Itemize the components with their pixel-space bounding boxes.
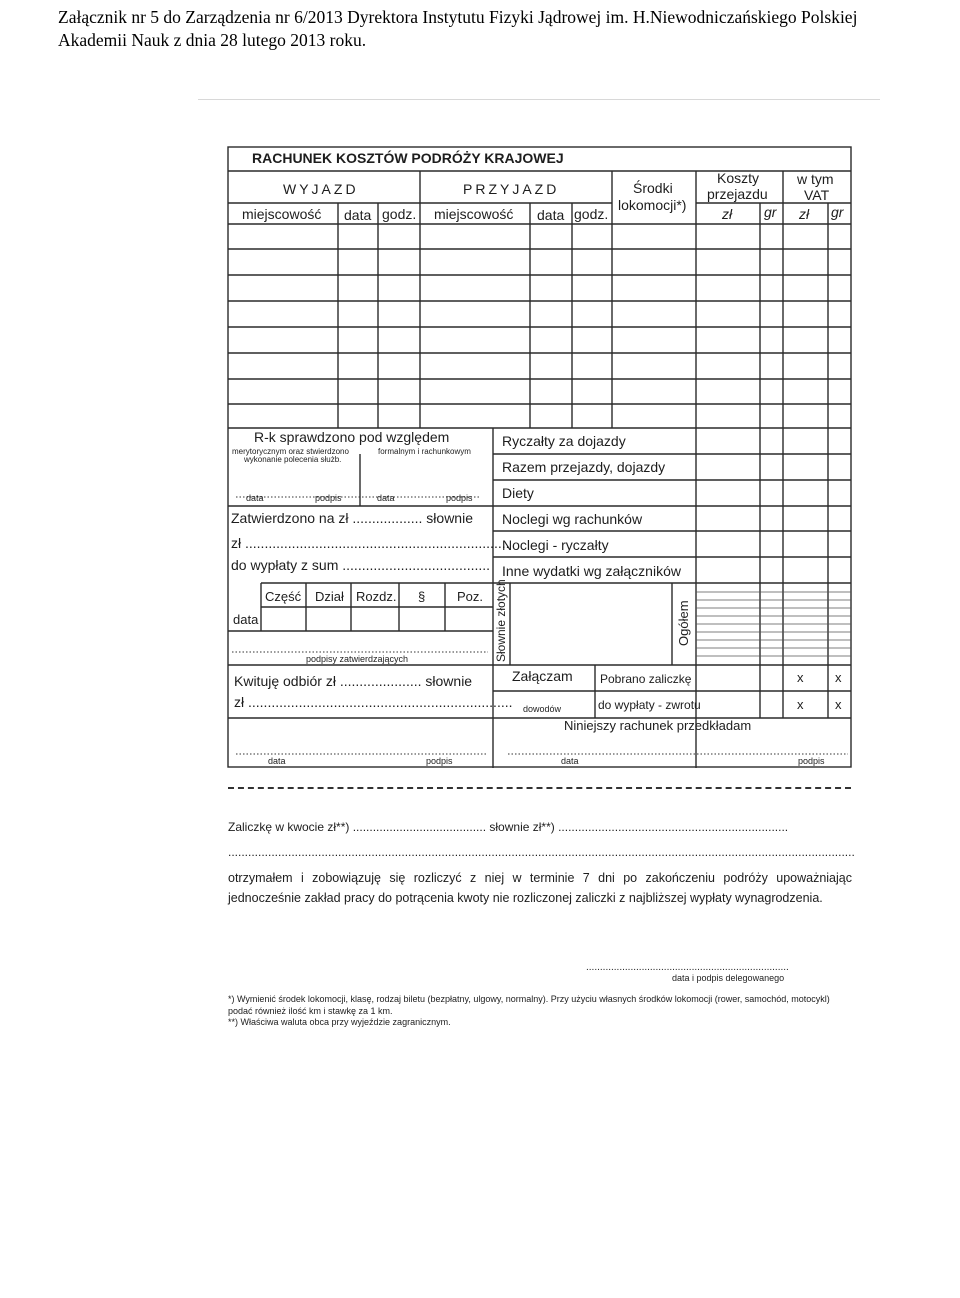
zatwierdzono-line: Zatwierdzono na zł .................. słownie [231,510,473,526]
przyjazd-miejscowosc-label: miejscowość [434,206,514,222]
slownie-zlotych-label: Słownie złotych [494,579,508,662]
footnote-2: **) Właściwa waluta obca przy wyjeździe zagranicznym. [228,1017,451,1027]
koszty-zl-label: zł [722,206,733,222]
wyjazd-data-label: data [344,207,372,223]
signature-dots: ......................................................................... [586,962,789,973]
rk-podpis-2: podpis [446,493,473,503]
do-wyplaty-zwrotu-label: do wypłaty - zwrotu [598,698,701,712]
dowodow-label: dowodów [523,704,562,714]
paragraf-label: § [418,589,426,604]
czesc-label: Część [265,589,302,604]
zalaczam-label: Załączam [512,668,573,684]
form-title: RACHUNEK KOSZTÓW PODRÓŻY KRAJOWEJ [252,150,564,166]
rk-podpis-1: podpis [315,493,342,503]
przyjazd-header: PRZYJAZD [463,181,560,197]
sig-data-right: data [561,756,579,766]
sig-podpis-right: podpis [798,756,825,766]
zl-line-2: zł .................................................................... [234,694,513,710]
wyjazd-godz-label: godz. [382,206,417,222]
row-razem: Razem przejazdy, dojazdy [502,459,666,475]
rk-data-2: data [377,493,395,503]
vat-label-2: VAT [804,187,830,203]
row-inne: Inne wydatki wg załączników [502,563,681,579]
zobowiazanie-paragraph: otrzymałem i zobowiązuję się rozliczyć z niej w terminie 7 dni po zakończeniu podróży upoważniając jednocześnie zakład pracy do potrącenia kwoty nie rozliczonej zaliczki z najbliższej wypłaty wynagrodzenia. [228,871,852,905]
signature-label: data i podpis delegowanego [672,973,785,983]
vat-zl-label: zł [799,206,810,222]
kwituje-line: Kwituję odbiór zł ..................... słownie [234,673,473,689]
podpisy-zatwierdzajacych: podpisy zatwierdzających [306,654,409,664]
koszty-gr-label: gr [764,204,777,220]
dots-line: ............................................................................................................................................................................................ [228,845,855,859]
rozdz-label: Rozdz. [356,589,397,604]
koszty-label-1: Koszty [717,170,760,186]
przyjazd-godz-label: godz. [574,206,609,222]
niniejszy-label: Niniejszy rachunek przedkładam [564,718,752,733]
row-ryczalty: Ryczałty za dojazdy [502,433,626,449]
wyjazd-header: WYJAZD [283,181,359,197]
header-line-2: Akademii Nauk z dnia 28 lutego 2013 roku. [58,30,367,50]
footnote-1: *) Wymienić środek lokomocji, klasę, rodzaj biletu (bezpłatny, ulgowy, normalny). Przy użyciu własnych środków lokomocji (rower, samochód, motocykl) podać również ilość km i stawkę za 1 km. [228,994,830,1016]
zl-line-1: zł .................................................................... [231,535,510,551]
header-line-1: Załącznik nr 5 do Zarządzenia nr 6/2013 Dyrektora Instytutu Fizyki Jądrowej im. H.Niewodniczańskiego Polskiej [58,7,858,27]
wyjazd-miejscowosc-label: miejscowość [242,206,322,222]
row-noclegi-rach: Noclegi wg rachunków [502,511,643,527]
vat-label-1: w tym [797,171,834,187]
sig-data-left: data [268,756,286,766]
koszty-label-2: przejazdu [707,186,768,202]
ogolem-label: Ogółem [676,600,691,646]
pobrano-label: Pobrano zaliczkę [600,672,692,686]
cut-line [228,787,851,789]
budget-data-label: data [233,612,259,627]
do-wyplaty-sum-line: do wypłaty z sum ...................................... [231,557,491,573]
zaliczke-line: Zaliczkę w kwocie zł**) ........................................ słownie zł**) ..................................................................... [228,820,789,834]
poz-label: Poz. [457,589,484,604]
x-mark-3: x [797,697,804,712]
x-mark-1: x [797,670,804,685]
rk-title: R-k sprawdzono pod względem [254,429,450,445]
dzial-label: Dział [315,589,344,604]
srodki-label-2: lokomocji*) [618,197,687,213]
row-diety: Diety [502,485,534,501]
rk-data-1: data [246,493,264,503]
rk-wykonanie: wykonanie polecenia służb. [244,455,342,464]
srodki-label-1: Środki [633,180,673,196]
rk-merytor: merytorycznym oraz stwierdzono [232,447,349,456]
rk-formal: formalnym i rachunkowym [378,447,471,456]
row-noclegi-rycz: Noclegi - ryczałty [502,537,609,553]
x-mark-4: x [835,697,842,712]
vat-gr-label: gr [831,204,844,220]
x-mark-2: x [835,670,842,685]
przyjazd-data-label: data [537,207,565,223]
sig-podpis-left: podpis [426,756,453,766]
